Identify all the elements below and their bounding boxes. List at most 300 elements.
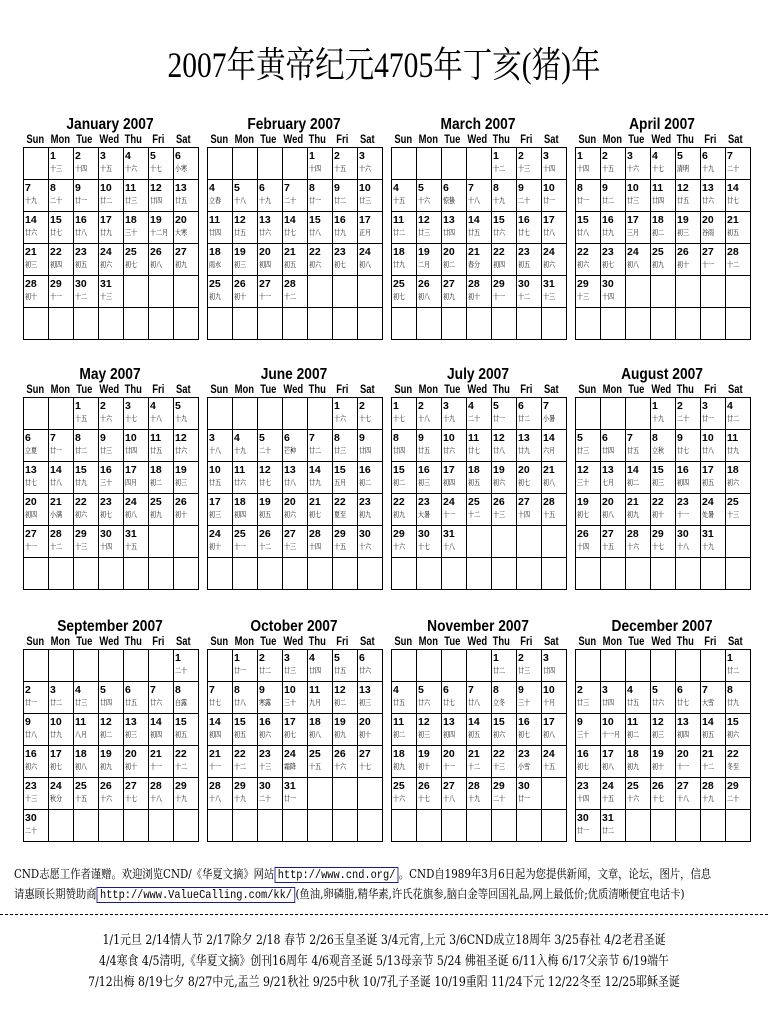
day-cell	[283, 650, 308, 682]
lunar-date: 初七	[518, 478, 530, 487]
day-cell	[258, 430, 283, 462]
lunar-date: 十七	[125, 794, 137, 803]
day-number: 14	[727, 182, 739, 194]
empty-cell	[442, 810, 467, 842]
empty-cell	[283, 398, 308, 430]
day-number: 8	[493, 684, 499, 696]
day-cell	[676, 398, 701, 430]
day-cell	[417, 276, 442, 308]
holiday-line: 7/12出梅 8/19七夕 8/27中元,盂兰 9/21秋社 9/25中秋 10/7孔子圣诞 10/19重阳 11/24下元 12/22冬至 12/25耶稣圣诞	[88, 975, 680, 990]
lunar-date: 廿五	[175, 196, 187, 205]
empty-cell	[49, 398, 74, 430]
day-number: 18	[393, 748, 405, 760]
day-cell	[233, 430, 258, 462]
day-cell	[442, 212, 467, 244]
day-number: 28	[543, 496, 555, 508]
month-12	[575, 618, 749, 842]
lunar-date: 初二	[334, 698, 346, 707]
lunar-date: 立冬	[493, 698, 505, 707]
empty-cell	[467, 558, 492, 590]
lunar-date: 廿四	[125, 446, 137, 455]
weekday-label: Sat	[543, 134, 559, 146]
empty-cell	[417, 148, 442, 180]
month-grid	[575, 649, 751, 842]
day-number: 31	[100, 278, 112, 290]
day-number: 4	[209, 182, 215, 194]
empty-cell	[542, 308, 567, 340]
lunar-date: 初二	[359, 478, 371, 487]
lunar-date: 十三	[259, 762, 271, 771]
day-cell	[542, 682, 567, 714]
empty-cell	[149, 276, 174, 308]
day-cell	[492, 746, 517, 778]
empty-cell	[74, 650, 99, 682]
day-cell	[542, 398, 567, 430]
lunar-date: 十七	[150, 164, 162, 173]
day-cell	[258, 180, 283, 212]
empty-cell	[701, 650, 726, 682]
lunar-date: 十一	[150, 762, 162, 771]
day-number: 25	[234, 528, 246, 540]
lunar-date: 廿四	[652, 196, 664, 205]
empty-cell	[651, 276, 676, 308]
weekday-label: Sat	[359, 636, 375, 648]
lunar-date: 初六	[259, 730, 271, 739]
day-cell	[542, 746, 567, 778]
lunar-date: 廿八	[543, 228, 555, 237]
lunar-date: 初五	[175, 730, 187, 739]
empty-cell	[601, 398, 626, 430]
lunar-date: 十四	[100, 542, 112, 551]
day-number: 13	[284, 464, 296, 476]
day-number: 29	[175, 780, 187, 792]
lunar-date: 十一	[443, 762, 455, 771]
weekday-header	[391, 383, 565, 397]
day-cell	[174, 494, 199, 526]
lunar-date: 十六	[125, 164, 137, 173]
day-cell	[676, 746, 701, 778]
day-number: 27	[443, 780, 455, 792]
day-cell	[442, 714, 467, 746]
lunar-date: 廿二	[393, 228, 405, 237]
holiday-list	[0, 930, 768, 993]
empty-cell	[308, 276, 333, 308]
day-cell	[517, 430, 542, 462]
day-cell	[492, 778, 517, 810]
day-number: 29	[75, 528, 87, 540]
day-number: 12	[418, 716, 430, 728]
lunar-date: 十三	[577, 292, 589, 301]
day-number: 21	[727, 214, 739, 226]
day-cell	[726, 430, 751, 462]
day-cell	[258, 778, 283, 810]
day-number: 30	[75, 278, 87, 290]
lunar-date: 廿一	[75, 196, 87, 205]
weekday-label: Fri	[704, 636, 717, 648]
day-number: 14	[543, 432, 555, 444]
weekday-label: Sat	[175, 384, 191, 396]
day-number: 18	[125, 214, 137, 226]
day-cell	[283, 462, 308, 494]
day-cell	[542, 244, 567, 276]
lunar-date: 初五	[468, 478, 480, 487]
empty-cell	[208, 398, 233, 430]
lunar-date: 廿七	[443, 698, 455, 707]
day-cell	[701, 746, 726, 778]
lunar-date: 初五	[727, 228, 739, 237]
day-number: 1	[234, 652, 240, 664]
month-11	[391, 618, 565, 842]
day-cell	[726, 398, 751, 430]
day-number: 24	[543, 748, 555, 760]
day-cell	[333, 180, 358, 212]
day-cell	[74, 276, 99, 308]
day-cell	[124, 778, 149, 810]
day-cell	[124, 212, 149, 244]
day-number: 19	[493, 464, 505, 476]
empty-cell	[208, 148, 233, 180]
empty-cell	[124, 558, 149, 590]
day-number: 31	[284, 780, 296, 792]
lunar-date: 初七	[518, 730, 530, 739]
lunar-date: 十六	[393, 542, 405, 551]
lunar-date: 廿七	[259, 478, 271, 487]
lunar-date: 十六	[100, 414, 112, 423]
day-number: 24	[359, 246, 371, 258]
lunar-date: 小满	[50, 510, 62, 519]
lunar-date: 十五	[309, 762, 321, 771]
lunar-date: 冬至	[727, 762, 739, 771]
month-name: December 2007	[611, 618, 713, 635]
lunar-date: 十三	[493, 762, 505, 771]
day-cell	[576, 746, 601, 778]
day-number: 22	[652, 496, 664, 508]
lunar-date: 廿五	[418, 446, 430, 455]
empty-cell	[601, 558, 626, 590]
day-cell	[208, 462, 233, 494]
day-cell	[174, 180, 199, 212]
day-number: 19	[234, 246, 246, 258]
lunar-date: 八月	[75, 730, 87, 739]
day-number: 20	[125, 748, 137, 760]
day-number: 15	[75, 464, 87, 476]
day-number: 15	[493, 716, 505, 728]
day-number: 25	[309, 748, 321, 760]
day-number: 20	[359, 716, 371, 728]
lunar-date: 十月	[543, 698, 555, 707]
day-number: 18	[727, 464, 739, 476]
day-number: 3	[543, 652, 549, 664]
day-cell	[308, 180, 333, 212]
day-cell	[308, 714, 333, 746]
lunar-date: 十八	[443, 794, 455, 803]
weekday-header	[391, 635, 565, 649]
day-cell	[49, 180, 74, 212]
day-number: 25	[727, 496, 739, 508]
day-number: 9	[677, 432, 683, 444]
day-number: 8	[727, 684, 733, 696]
lunar-date: 廿三	[284, 666, 296, 675]
day-cell	[283, 746, 308, 778]
lunar-date: 廿六	[418, 698, 430, 707]
month-name: May 2007	[79, 366, 141, 383]
day-cell	[174, 462, 199, 494]
empty-cell	[99, 650, 124, 682]
day-number: 21	[150, 748, 162, 760]
lunar-date: 初五	[468, 730, 480, 739]
empty-cell	[49, 650, 74, 682]
day-number: 21	[209, 748, 221, 760]
lunar-date: 初九	[627, 510, 639, 519]
day-number: 17	[443, 464, 455, 476]
day-cell	[626, 778, 651, 810]
lunar-date: 立春	[209, 196, 221, 205]
day-cell	[601, 810, 626, 842]
lunar-date: 初七	[602, 260, 614, 269]
day-cell	[542, 430, 567, 462]
empty-cell	[417, 650, 442, 682]
lunar-date: 初二	[652, 228, 664, 237]
lunar-date: 十四	[309, 164, 321, 173]
day-cell	[358, 430, 383, 462]
day-cell	[333, 430, 358, 462]
day-cell	[417, 180, 442, 212]
day-cell	[701, 212, 726, 244]
day-number: 20	[602, 496, 614, 508]
empty-cell	[208, 558, 233, 590]
lunar-date: 十四	[75, 164, 87, 173]
day-cell	[99, 212, 124, 244]
lunar-date: 初四	[234, 510, 246, 519]
day-cell	[74, 244, 99, 276]
cnd-link[interactable]: http://www.cnd.org/	[274, 867, 399, 883]
lunar-date: 廿九	[334, 228, 346, 237]
day-number: 13	[702, 182, 714, 194]
lunar-date: 十一	[234, 542, 246, 551]
day-cell	[626, 746, 651, 778]
weekday-header	[575, 383, 749, 397]
day-cell	[333, 526, 358, 558]
day-cell	[74, 494, 99, 526]
lunar-date: 小寒	[175, 164, 187, 173]
empty-cell	[726, 308, 751, 340]
lunar-date: 十九	[652, 414, 664, 423]
day-number: 3	[125, 400, 131, 412]
lunar-date: 秋分	[50, 794, 62, 803]
weekday-label: Mon	[50, 384, 70, 396]
day-number: 15	[493, 214, 505, 226]
day-number: 31	[125, 528, 137, 540]
day-number: 19	[334, 716, 346, 728]
day-cell	[651, 526, 676, 558]
lunar-date: 廿八	[577, 228, 589, 237]
empty-cell	[467, 308, 492, 340]
day-number: 26	[418, 780, 430, 792]
empty-cell	[283, 308, 308, 340]
sponsor-products: (鱼油,卵磷脂,精华素,许氏花旗参,脑白金等回国礼品,网上最低价;优质清晰便宜电话卡)	[295, 887, 685, 901]
day-number: 18	[468, 464, 480, 476]
day-cell	[208, 244, 233, 276]
day-cell	[358, 494, 383, 526]
day-number: 5	[175, 400, 181, 412]
day-number: 21	[468, 246, 480, 258]
weekday-label: Sun	[394, 636, 413, 648]
day-number: 14	[150, 716, 162, 728]
lunar-date: 十四	[577, 164, 589, 173]
lunar-date: 二十	[175, 666, 187, 675]
day-cell	[208, 526, 233, 558]
day-cell	[124, 244, 149, 276]
lunar-date: 十二	[702, 762, 714, 771]
day-cell	[467, 714, 492, 746]
lunar-date: 廿三	[125, 196, 137, 205]
month-1	[23, 116, 197, 340]
lunar-date: 初二	[393, 730, 405, 739]
lunar-date: 初八	[602, 510, 614, 519]
day-number: 22	[493, 246, 505, 258]
lunar-date: 廿一	[702, 414, 714, 423]
day-number: 10	[284, 684, 296, 696]
lunar-date: 廿四	[359, 446, 371, 455]
empty-cell	[49, 558, 74, 590]
day-number: 18	[393, 246, 405, 258]
empty-cell	[358, 276, 383, 308]
month-7	[391, 366, 565, 590]
day-cell	[174, 430, 199, 462]
day-number: 28	[627, 528, 639, 540]
day-cell	[601, 682, 626, 714]
day-number: 21	[50, 496, 62, 508]
day-number: 20	[702, 214, 714, 226]
empty-cell	[124, 650, 149, 682]
day-number: 2	[518, 652, 524, 664]
day-cell	[149, 494, 174, 526]
day-number: 6	[175, 150, 181, 162]
lunar-date: 廿四	[209, 228, 221, 237]
empty-cell	[233, 148, 258, 180]
day-cell	[149, 212, 174, 244]
day-number: 4	[393, 684, 399, 696]
day-cell	[74, 398, 99, 430]
empty-cell	[258, 148, 283, 180]
empty-cell	[149, 558, 174, 590]
weekday-label: Sun	[394, 134, 413, 146]
lunar-date: 廿九	[75, 478, 87, 487]
day-cell	[74, 682, 99, 714]
lunar-date: 初三	[677, 228, 689, 237]
lunar-date: 十二	[518, 292, 530, 301]
day-cell	[492, 148, 517, 180]
day-number: 23	[334, 246, 346, 258]
empty-cell	[601, 650, 626, 682]
lunar-date: 十一	[677, 762, 689, 771]
day-cell	[626, 180, 651, 212]
lunar-date: 十七	[652, 542, 664, 551]
day-cell	[283, 778, 308, 810]
day-cell	[24, 180, 49, 212]
day-number: 5	[259, 432, 265, 444]
day-cell	[676, 526, 701, 558]
lunar-date: 廿一	[577, 196, 589, 205]
lunar-date: 初九	[627, 762, 639, 771]
day-cell	[392, 714, 417, 746]
day-number: 11	[468, 432, 480, 444]
lunar-date: 廿一	[543, 196, 555, 205]
day-number: 11	[75, 716, 87, 728]
day-cell	[417, 398, 442, 430]
empty-cell	[417, 308, 442, 340]
lunar-date: 廿八	[75, 228, 87, 237]
lunar-date: 初四	[50, 260, 62, 269]
valuecalling-link[interactable]: http://www.ValueCalling.com/kk/	[97, 887, 296, 903]
day-number: 15	[727, 716, 739, 728]
day-number: 13	[443, 214, 455, 226]
day-cell	[701, 526, 726, 558]
weekday-label: Sun	[210, 636, 229, 648]
empty-cell	[174, 276, 199, 308]
lunar-date: 三十	[100, 478, 112, 487]
day-number: 16	[518, 214, 530, 226]
empty-cell	[258, 810, 283, 842]
weekday-label: Fri	[152, 384, 165, 396]
lunar-date: 十二	[284, 292, 296, 301]
day-cell	[392, 244, 417, 276]
day-cell	[49, 462, 74, 494]
lunar-date: 廿八	[468, 698, 480, 707]
empty-cell	[149, 526, 174, 558]
lunar-date: 廿四	[309, 666, 321, 675]
day-number: 18	[75, 748, 87, 760]
sponsor-text: 请惠顾长期赞助商	[14, 887, 97, 901]
day-number: 17	[100, 214, 112, 226]
day-cell	[49, 714, 74, 746]
day-cell	[651, 494, 676, 526]
lunar-date: 初十	[234, 292, 246, 301]
day-cell	[576, 244, 601, 276]
day-number: 5	[577, 432, 583, 444]
day-number: 2	[75, 150, 81, 162]
weekday-label: Wed	[99, 384, 119, 396]
day-number: 30	[518, 780, 530, 792]
day-cell	[517, 212, 542, 244]
day-number: 8	[652, 432, 658, 444]
lunar-date: 初六	[493, 478, 505, 487]
day-number: 30	[602, 278, 614, 290]
day-number: 13	[443, 716, 455, 728]
day-number: 6	[518, 400, 524, 412]
day-number: 29	[493, 780, 505, 792]
day-number: 10	[359, 182, 371, 194]
day-cell	[442, 462, 467, 494]
day-cell	[99, 180, 124, 212]
weekday-label: Sun	[578, 134, 597, 146]
lunar-date: 廿八	[50, 478, 62, 487]
day-cell	[442, 276, 467, 308]
empty-cell	[174, 558, 199, 590]
lunar-date: 处暑	[702, 510, 714, 519]
lunar-date: 十九	[259, 196, 271, 205]
day-number: 12	[652, 716, 664, 728]
day-number: 1	[493, 652, 499, 664]
lunar-date: 十七	[652, 794, 664, 803]
day-cell	[417, 430, 442, 462]
empty-cell	[467, 148, 492, 180]
lunar-date: 初三	[418, 478, 430, 487]
day-cell	[258, 682, 283, 714]
day-number: 7	[150, 684, 156, 696]
day-cell	[601, 494, 626, 526]
lunar-date: 廿五	[150, 446, 162, 455]
